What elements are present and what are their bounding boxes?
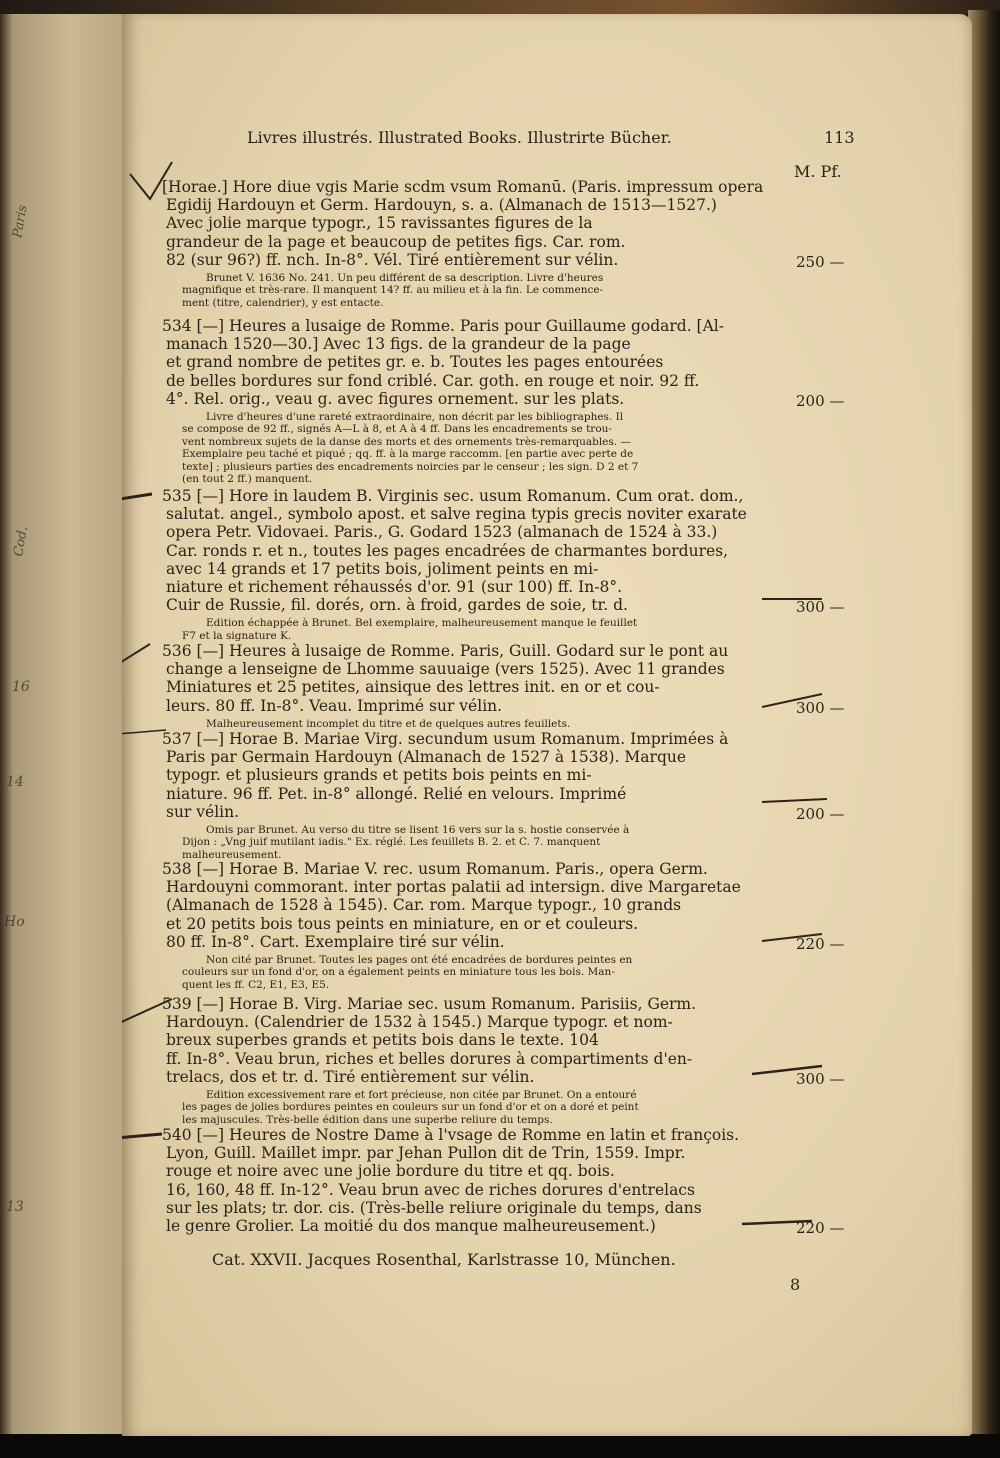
entry-price: 220 — bbox=[796, 1219, 845, 1237]
entry-line: et grand nombre de petites gr. e. b. Toutes les pages entourées bbox=[166, 353, 664, 372]
entry-line: trelacs, dos et tr. d. Tiré entièrement sur vélin. bbox=[166, 1067, 535, 1086]
entry-line: rouge et noire avec une jolie bordure du titre et qq. bois. bbox=[166, 1162, 615, 1181]
entry-line: 80 ff. In-8°. Cart. Exemplaire tiré sur vélin. bbox=[166, 932, 505, 951]
entry-note: Non cité par Brunet. Toutes les pages ont été encadrées de bordures peintes en bbox=[206, 954, 633, 966]
entry-note: vent nombreux sujets de la danse des morts et des ornements très-remarquables. — bbox=[182, 435, 631, 448]
background-bottom bbox=[0, 1434, 1000, 1458]
catalog-footer: Cat. XXVII. Jacques Rosenthal, Karlstrasse 10, München. bbox=[212, 1250, 676, 1269]
entry-note: Brunet V. 1636 No. 241. Un peu différent de sa description. Livre d'heures bbox=[206, 272, 604, 284]
entry-note: couleurs sur un fond d'or, on a également peints en miniature tous les bois. Man- bbox=[182, 966, 615, 979]
entry-line: change a lenseigne de Lhomme sauuaige (vers 1525). Avec 11 grandes bbox=[166, 660, 725, 679]
entry-note: Dijon : „Vng juif mutilant iadis." Ex. réglé. Les feuillets B. 2. et C. 7. manquent bbox=[182, 836, 601, 849]
entry-line: 536 [—] Heures à lusaige de Romme. Paris, Guill. Godard sur le pont au bbox=[162, 642, 729, 660]
book-cover-top bbox=[0, 0, 1000, 14]
entry-line: leurs. 80 ff. In-8°. Veau. Imprimé sur vélin. bbox=[166, 696, 503, 715]
entry-line: niature et richement réhaussés d'or. 91 (sur 100) ff. In-8°. bbox=[166, 578, 622, 596]
entry-note: magnifique et très-rare. Il manquent 14? ff. au milieu et à la fin. Le commence- bbox=[182, 284, 604, 297]
entry-line: Cuir de Russie, fil. dorés, orn. à froid, gardes de soie, tr. d. bbox=[166, 596, 628, 615]
entry-line: de belles bordures sur fond criblé. Car. goth. en rouge et noir. 92 ff. bbox=[166, 371, 700, 390]
entry-price: 220 — bbox=[796, 934, 845, 953]
entry-line: niature. 96 ff. Pet. in-8° allongé. Relié en velours. Imprimé bbox=[166, 784, 627, 803]
entry-note: Malheureusement incomplet du titre et de quelques autres feuillets. bbox=[206, 717, 571, 730]
margin-note: 13 bbox=[6, 1199, 24, 1215]
book-edge-right bbox=[968, 10, 1000, 1450]
entry-note: quent les ff. C2, E1, E3, E5. bbox=[182, 978, 330, 991]
entry-line: [Horae.] Hore diue vgis Marie scdm vsum Romanū. (Paris. impressum opera bbox=[162, 178, 764, 196]
entry-note: les pages de jolies bordures peintes en couleurs sur un fond d'or et on a doré et peint bbox=[182, 1101, 639, 1114]
entry-price: 200 — bbox=[796, 804, 845, 823]
entry-price: 300 — bbox=[796, 598, 845, 617]
entry-line: Paris par Germain Hardouyn (Almanach de 1527 à 1538). Marque bbox=[166, 748, 687, 767]
margin-note: Cod. bbox=[11, 525, 32, 558]
entry-line: Hardouyn. (Calendrier de 1532 à 1545.) Marque typogr. et nom- bbox=[166, 1013, 673, 1032]
entry-line: opera Petr. Vidovaei. Paris., G. Godard 1523 (almanach de 1524 à 33.) bbox=[166, 523, 718, 542]
entry-note: Edition échappée à Brunet. Bel exemplaire, malheureusement manque le feuillet bbox=[206, 617, 638, 630]
entry-price: 200 — bbox=[796, 391, 845, 410]
signature-mark: 8 bbox=[790, 1275, 801, 1294]
entry-note: texte] ; plusieurs parties des encadrements noircies par le censeur ; les sign. D 2 et 7 bbox=[182, 460, 639, 473]
entry-price: 250 — bbox=[796, 252, 845, 271]
entry-line: Hardouyni commorant. inter portas palatii ad intersign. dive Margaretae bbox=[166, 878, 741, 897]
margin-note: Paris bbox=[10, 203, 31, 240]
page-number: 113 bbox=[824, 128, 855, 147]
entry-line: 538 [—] Horae B. Mariae V. rec. usum Romanum. Paris., opera Germ. bbox=[162, 860, 708, 878]
margin-note: 16 bbox=[12, 679, 30, 695]
entry-line: Egidij Hardouyn et Germ. Hardouyn, s. a. (Almanach de 1513—1527.) bbox=[166, 196, 717, 215]
running-header: Livres illustrés. Illustrated Books. Illustrirte Bücher. bbox=[247, 128, 672, 147]
entry-line: avec 14 grands et 17 petits bois, joliment peints en mi- bbox=[166, 559, 599, 578]
entry-price: 300 — bbox=[796, 698, 845, 717]
catalog-page bbox=[4, 14, 972, 1436]
entry-note: Omis par Brunet. Au verso du titre se lisent 16 vers sur la s. hostie conservée à bbox=[206, 824, 630, 836]
entry-line: 537 [—] Horae B. Mariae Virg. secundum usum Romanum. Imprimées à bbox=[162, 730, 729, 748]
entry-line: manach 1520—30.] Avec 13 figs. de la grandeur de la page bbox=[166, 335, 631, 354]
entry-line: salutat. angel., symbolo apost. et salve regina typis grecis noviter exarate bbox=[166, 505, 747, 524]
entry-line: ff. In-8°. Veau brun, riches et belles dorures à compartiments d'en- bbox=[166, 1049, 693, 1068]
entry-line: 535 [—] Hore in laudem B. Virginis sec. usum Romanum. Cum orat. dom., bbox=[162, 487, 744, 505]
entry-line: (Almanach de 1528 à 1545). Car. rom. Marque typogr., 10 grands bbox=[166, 896, 682, 915]
entry-note: les majuscules. Très-belle édition dans une superbe reliure du temps. bbox=[182, 1113, 553, 1126]
entry-line: sur les plats; tr. dor. cis. (Très-belle reliure originale du temps, dans bbox=[166, 1198, 702, 1217]
entry-line: le genre Grolier. La moitié du dos manque malheureusement.) bbox=[166, 1217, 656, 1235]
entry-note: (en tout 2 ff.) manquent. bbox=[182, 473, 313, 485]
entry-line: Car. ronds r. et n., toutes les pages encadrées de charmantes bordures, bbox=[166, 541, 729, 560]
entry-note: Edition excessivement rare et fort précieuse, non citée par Brunet. On a entouré bbox=[206, 1089, 637, 1101]
entry-note: Exemplaire peu taché et piqué ; qq. ff. à la marge raccomm. [en partie avec perte de bbox=[182, 448, 634, 461]
entry-line: 534 [—] Heures a lusaige de Romme. Paris pour Guillaume godard. [Al- bbox=[162, 317, 724, 335]
entry-line: sur vélin. bbox=[166, 802, 240, 821]
entry-line: 16, 160, 48 ff. In-12°. Veau brun avec de riches dorures d'entrelacs bbox=[166, 1180, 695, 1199]
entry-price: 300 — bbox=[796, 1069, 845, 1088]
entry-line: 539 [—] Horae B. Virg. Mariae sec. usum Romanum. Parisiis, Germ. bbox=[162, 995, 697, 1013]
entry-line: typogr. et plusieurs grands et petits bois peints en mi- bbox=[166, 766, 592, 785]
entry-line: et 20 petits bois tous peints en miniature, en or et couleurs. bbox=[166, 914, 639, 933]
entry-note: malheureusement. bbox=[182, 848, 282, 861]
entry-note: ment (titre, calendrier), y est entacte. bbox=[182, 296, 384, 309]
entry-line: Miniatures et 25 petites, ainsique des lettres init. en or et cou- bbox=[166, 678, 660, 697]
price-column-header: M. Pf. bbox=[794, 162, 842, 181]
entry-line: Avec jolie marque typogr., 15 ravissantes figures de la bbox=[166, 214, 593, 233]
entry-line: breux superbes grands et petits bois dans le texte. 104 bbox=[166, 1031, 599, 1050]
entry-note: F7 et la signature K. bbox=[182, 629, 292, 642]
entry-line: 82 (sur 96?) ff. nch. In-8°. Vél. Tiré entièrement sur vélin. bbox=[166, 250, 619, 269]
margin-note: 14 bbox=[6, 774, 24, 790]
entry-line: 540 [—] Heures de Nostre Dame à l'vsage de Romme en latin et françois. bbox=[162, 1126, 740, 1144]
entry-line: Lyon, Guill. Maillet impr. par Jehan Pullon dit de Trin, 1559. Impr. bbox=[166, 1144, 686, 1163]
entry-note: Livre d'heures d'une rareté extraordinaire, non décrit par les bibliographes. Il bbox=[206, 411, 624, 423]
margin-note: Ho bbox=[4, 914, 25, 930]
entry-line: 4°. Rel. orig., veau g. avec figures ornement. sur les plats. bbox=[166, 389, 625, 408]
entry-line: grandeur de la page et beaucoup de petites figs. Car. rom. bbox=[166, 232, 626, 251]
entry-note: se compose de 92 ff., signés A—L à 8, et A à 4 ff. Dans les encadrements se trou- bbox=[182, 423, 612, 436]
